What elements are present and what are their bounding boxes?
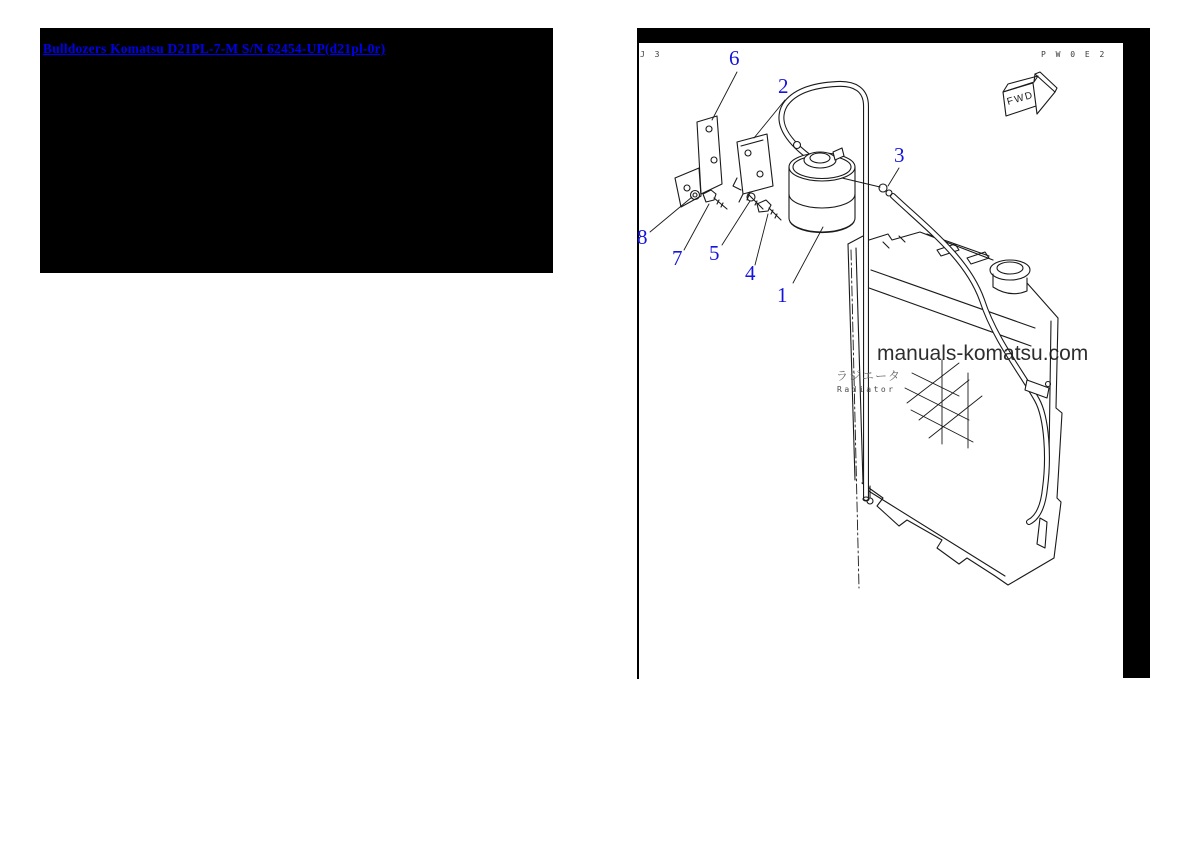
- callout-4: 4: [745, 261, 756, 285]
- reservoir-tank-drawing: [789, 148, 855, 233]
- thumbnail-box: [40, 28, 553, 273]
- watermark-text: manuals-komatsu.com: [877, 342, 1089, 365]
- callout-2: 2: [778, 74, 789, 98]
- page-code-right: P W 0 E 2: [1041, 50, 1107, 59]
- callout-6: 6: [729, 46, 740, 70]
- fwd-label: FWD: [1005, 89, 1036, 108]
- fwd-arrow-icon: [1003, 72, 1057, 116]
- callout-7: 7: [672, 246, 683, 270]
- manual-link[interactable]: Bulldozers Komatsu D21PL-7-M S/N 62454-UP(d21pl-0r): [43, 41, 386, 56]
- callout-5: 5: [709, 241, 720, 265]
- plate-drawing: [733, 134, 773, 202]
- leader-lines: [650, 72, 899, 283]
- callout-8: 8: [637, 225, 648, 249]
- radiator-label-jp: ラジエータ: [836, 369, 902, 383]
- callout-3: 3: [894, 143, 905, 167]
- diagram-panel: [637, 28, 1150, 679]
- callout-1: 1: [777, 283, 788, 307]
- page-code-left: J 3: [640, 50, 662, 59]
- radiator-label-en: Radiator: [837, 385, 896, 394]
- radiator-drawing: [848, 232, 1062, 588]
